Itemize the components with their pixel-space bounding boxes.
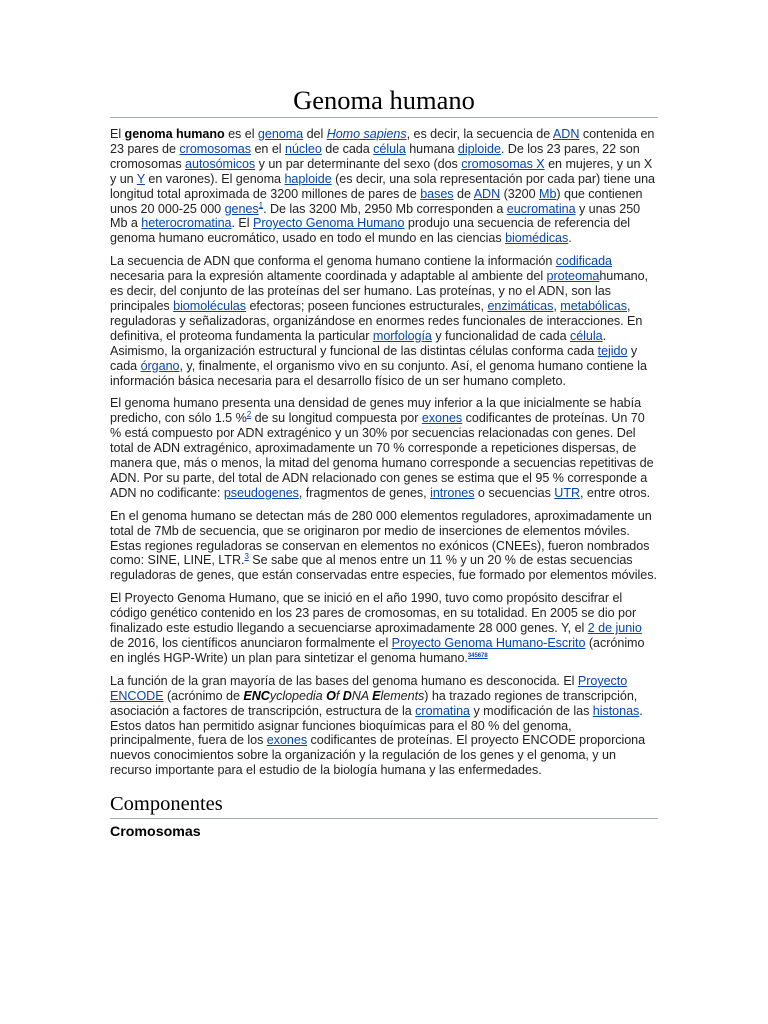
- link-histonas[interactable]: histonas: [592, 703, 640, 718]
- section-heading-componentes: Componentes: [110, 792, 658, 819]
- link-diploide[interactable]: diploide: [457, 141, 501, 156]
- article: [110, 84, 658, 841]
- footnote-ref[interactable]: 1: [258, 200, 264, 210]
- footnote-ref[interactable]: 2: [246, 410, 252, 420]
- link-eucromatina[interactable]: eucromatina: [506, 201, 576, 216]
- link-cromatina[interactable]: cromatina: [415, 703, 471, 718]
- link-biomoleculas[interactable]: biomoléculas: [173, 298, 247, 313]
- encode-expansion: ENCyclopedia Of DNA Elements: [243, 688, 425, 703]
- link-homo-sapiens[interactable]: Homo sapiens: [326, 127, 407, 141]
- link-organo[interactable]: órgano: [140, 358, 180, 373]
- link-intrones[interactable]: intrones: [430, 485, 475, 500]
- link-morfologia[interactable]: morfología: [372, 328, 432, 343]
- link-proyecto-genoma-humano[interactable]: Proyecto Genoma Humano: [252, 216, 405, 231]
- link-cromosomas[interactable]: cromosomas: [179, 141, 252, 156]
- link-exones[interactable]: exones: [421, 411, 463, 426]
- link-2-de-junio[interactable]: 2 de junio: [587, 621, 642, 636]
- paragraph-proyecto: El Proyecto Genoma Humano, que se inició en el año 1990, tuvo como propósito descifrar el código genético contenido en los 23 pares de cromosomas, en su totalidad. En 2005 se dio por finalizado este estudio llegando a secuenciarse aproximadamente 28 000 genes. Y, el 2 de junio de 2016, los científicos anunciaron formalmente el Proyecto Genoma Humano-Escrito (acrónimo en inglés HGP-Write) un plan para sintetizar el genoma humano.$^{345678}$: [110, 591, 645, 665]
- link-codificada[interactable]: codificada: [555, 254, 612, 269]
- link-proyecto-encode[interactable]: Proyecto ENCODE: [110, 673, 628, 703]
- link-exones-2[interactable]: exones: [266, 733, 308, 748]
- link-celula-2[interactable]: célula: [569, 328, 603, 343]
- link-celula[interactable]: célula: [373, 141, 406, 156]
- link-mb[interactable]: Mb: [539, 186, 557, 201]
- link-tejido[interactable]: tejido: [597, 343, 628, 358]
- subsection-heading-cromosomas: Cromosomas: [110, 824, 201, 841]
- paragraph-densidad: El genoma humano presenta una densidad de genes muy inferior a la que inicialmente se había predicho, con sólo 1.5 %$^2$ de su longitud compuesta por exones codificantes de proteínas. Un 70 % está compuesto por ADN extragénico y un 30% por secuencias relacionadas con genes. Del total de ADN extragénico, aproximadamente un 70 % corresponde a repeticiones dispersas, de manera que, más o menos, la mitad del genoma humano corresponde a secuencias repetitivas de ADN. Por su parte, del total de ADN relacionado con genes se estima que el 95 % corresponde a ADN no codificante: pseudogenes, fragmentos de genes, intrones o secuencias UTR, entre otros.: [110, 396, 654, 500]
- link-adn[interactable]: ADN: [552, 127, 580, 141]
- link-genes[interactable]: genes: [224, 201, 259, 216]
- page-title: Genoma humano: [110, 84, 658, 118]
- link-adn-2[interactable]: ADN: [473, 186, 501, 201]
- paragraph-proteoma: La secuencia de ADN que conforma el genoma humano contiene la información codificada necesaria para la expresión altamente coordinada y adaptable al ambiente del proteomahumano, es decir, del conjunto de las proteínas del ser humano. Las proteínas, y no el ADN, son las principales biomoléculas efectoras; poseen funciones estructurales, enzimáticas, metabólicas, reguladoras y señalizadoras, organizándose en enormes redes funcionales de interacciones. En definitiva, el proteoma fundamenta la particular morfología y funcionalidad de cada célula. Asimismo, la organización estructural y funcional de las distintas células conforma cada tejido y cada órgano, y, finalmente, el organismo vivo en su conjunto. Así, el genoma humano contiene la información básica necesaria para el desarrollo físico de un ser humano completo.: [110, 254, 649, 388]
- link-haploide[interactable]: haploide: [284, 171, 332, 186]
- paragraph-encode: La función de la gran mayoría de las bases del genoma humano es desconocida. El Proyecto ENCODE (acrónimo de ENCyclopedia Of DNA Elements) ha trazado regiones de transcripción, asociación a factores de transcripción, estructura de la cromatina y modificación de las histonas. Estos datos han permitido asignar funciones bioquímicas para el 80 % del genoma, principalmente, fuera de los exones codificantes de proteínas. El proyecto ENCODE proporciona nuevos conocimientos sobre la organización y la regulación de los genes y el genoma, y un recurso importante para el estudio de la biología humana y las enfermedades.: [110, 673, 646, 778]
- link-autosomicos[interactable]: autosómicos: [185, 156, 256, 171]
- link-genoma[interactable]: genoma: [257, 127, 304, 141]
- paragraph-intro: El genoma humano es el genoma del Homo sapiens, es decir, la secuencia de ADN contenida en 23 pares de cromosomas en el núcleo de cada célula humana diploide. De los 23 pares, 22 son cromosomas autosómicos y un par determinante del sexo (dos cromosomas X en mujeres, y un X y un Y en varones). El genoma haploide (es decir, una sola representación por cada par) tiene una longitud total aproximada de 3200 millones de pares de bases de ADN (3200 Mb) que contienen unos 20 000-25 000 genes$^1$. De las 3200 Mb, 2950 Mb corresponden a eucromatina y unas 250 Mb a heterocromatina. El Proyecto Genoma Humano produjo una secuencia de referencia del genoma humano eucromático, usado en todo el mundo en las ciencias biomédicas.: [110, 127, 655, 246]
- link-proteoma[interactable]: proteoma: [546, 269, 600, 284]
- link-enzimaticas[interactable]: enzimáticas: [487, 298, 554, 313]
- paragraph-reguladores: En el genoma humano se detectan más de 280 000 elementos reguladores, aproximadamente un total de 7Mb de secuencia, que se originaron por medio de inserciones de elementos móviles. Estas regiones reguladoras se conservan en elementos no exónicos (CNEEs), fueron nombrados como: SINE, LINE, LTR.$^3$ Se sabe que al menos entre un 11 % y un 20 % de estas secuencias reguladoras de genes, que están conservadas entre especies, fue formado por elementos móviles.: [110, 508, 657, 583]
- link-y[interactable]: Y: [136, 171, 145, 186]
- link-pseudogenes[interactable]: pseudogenes: [223, 485, 299, 500]
- link-metabolicas[interactable]: metabólicas: [560, 298, 627, 313]
- footnote-ref[interactable]: 3: [244, 552, 249, 562]
- link-proyecto-genoma-humano-escrito[interactable]: Proyecto Genoma Humano-Escrito: [391, 636, 586, 650]
- link-cromosomas-x[interactable]: cromosomas X: [461, 156, 545, 171]
- footnote-ref[interactable]: 345678: [467, 652, 488, 659]
- link-heterocromatina[interactable]: heterocromatina: [141, 216, 232, 231]
- link-bases[interactable]: bases: [420, 186, 454, 201]
- link-utr[interactable]: UTR: [554, 485, 581, 500]
- link-nucleo[interactable]: núcleo: [284, 141, 322, 156]
- bold-term: genoma humano: [124, 127, 225, 141]
- link-biomedicas[interactable]: biomédicas: [505, 231, 569, 246]
